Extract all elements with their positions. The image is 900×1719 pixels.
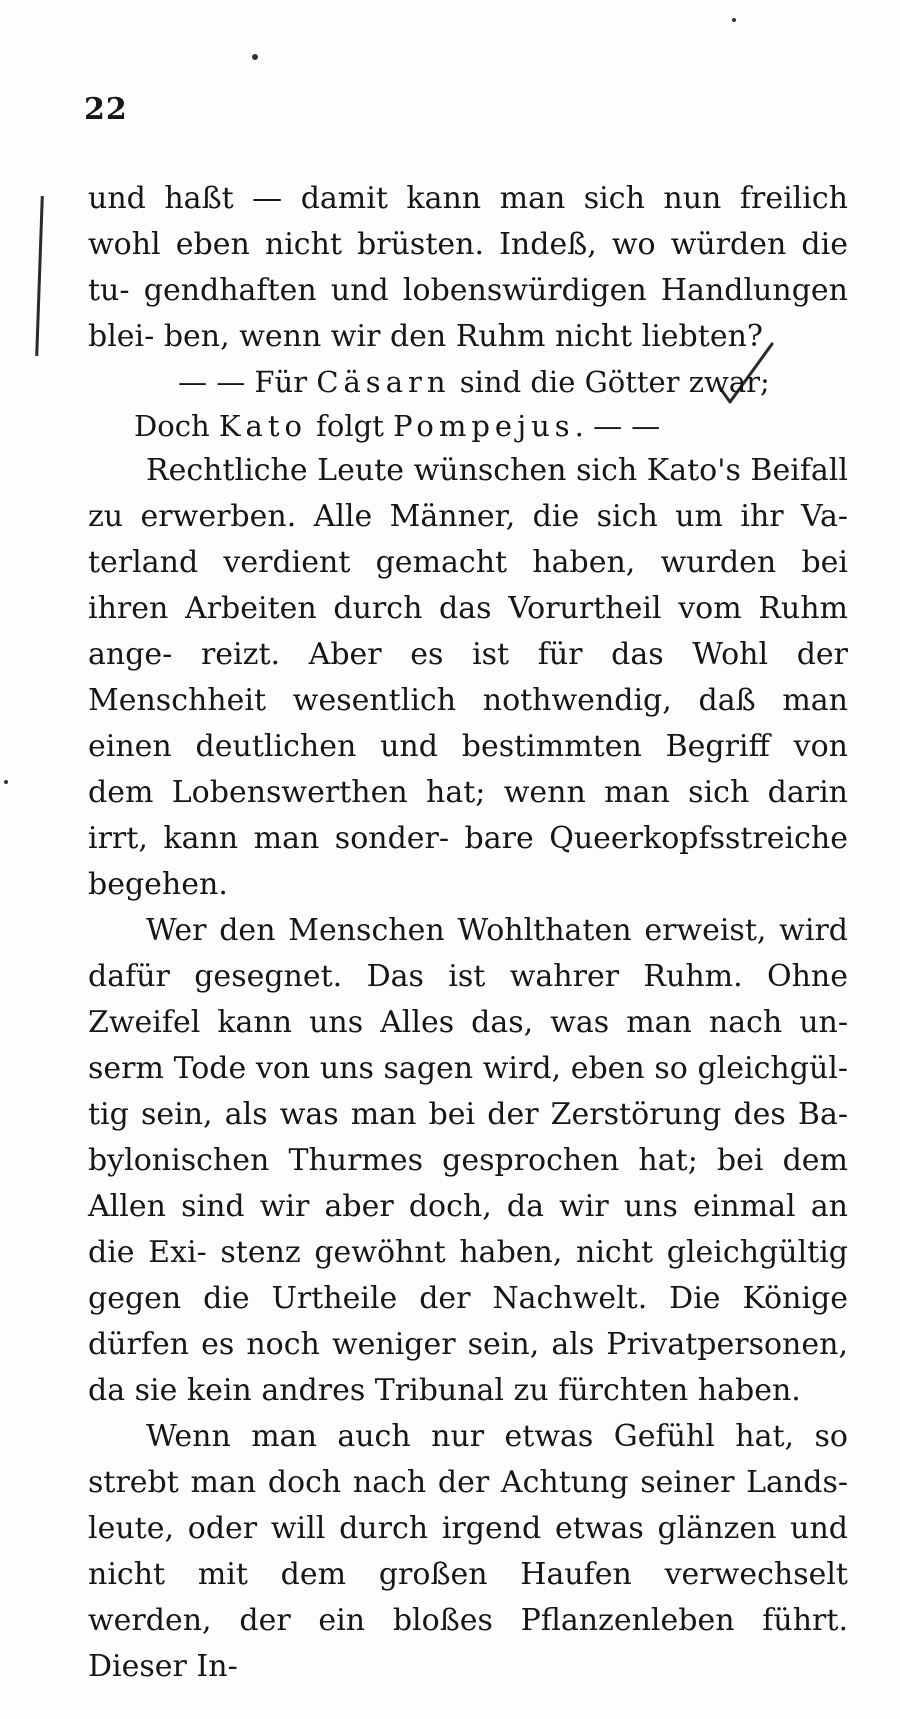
text-line: strebt man doch nach der Achtung seiner Lands- (88, 1465, 848, 1500)
paragraph-2 (88, 448, 848, 908)
page-number: 22 (84, 92, 128, 127)
text-line: sind wir aber doch, da wir uns einmal an die Exi- (88, 1189, 848, 1270)
margin-pencil-line (35, 196, 44, 356)
text-line: noch weniger sein, als Privatpersonen, da sie kein (88, 1327, 848, 1408)
text-line: bare Queerkopfsstreiche begehen. (88, 821, 848, 902)
text-line: Arbeiten durch das Vorurtheil vom Ruhm ange- (88, 591, 848, 672)
text-line: bylonischen Thurmes gesprochen hat; bei dem Allen (88, 1143, 848, 1224)
text-line: zu erwerben. Alle Männer, die sich um ihr Va- (88, 499, 848, 534)
text-line: dafür gesegnet. Das ist wahrer Ruhm. Ohne (88, 959, 848, 994)
text-line: Wenn man auch nur etwas Gefühl hat, so (146, 1419, 848, 1454)
paper-speck (252, 54, 258, 60)
text-line: nicht mit dem großen Haufen verwechselt werden, (88, 1557, 848, 1638)
quote-text: sind die Götter zwar; (450, 365, 770, 399)
text-line: der ein bloßes Pflanzenleben führt. Dieser In- (88, 1603, 848, 1684)
quote-name-kato: Kato (218, 409, 307, 443)
paragraph-4 (88, 1414, 848, 1690)
text-line: und haßt — damit kann man sich nun freilich wohl (88, 181, 848, 262)
text-line: tig sein, als was man bei der Zerstörung des Ba- (88, 1097, 848, 1132)
paper-speck (4, 780, 8, 784)
text-line: reizt. Aber es ist für das Wohl der Menschheit (88, 637, 848, 718)
text-line: Urtheile der Nachwelt. Die Könige dürfen es (88, 1281, 848, 1362)
text-line: andres Tribunal zu fürchten haben. (261, 1373, 801, 1408)
quote-name-pompejus: Pompejus (393, 409, 575, 443)
paragraph-3 (88, 908, 848, 1414)
text-line: wesentlich nothwendig, daß man einen deutlichen (88, 683, 848, 764)
text-line: leute, oder will durch irgend etwas glänzen und (88, 1511, 848, 1546)
text-line: und bestimmten Begriff von dem Lobenswerthen (88, 729, 848, 810)
quote-text: folgt (306, 409, 394, 443)
text-line: eben nicht brüsten. Indeß, wo würden die tu- (88, 227, 848, 308)
paper-speck (732, 18, 736, 22)
quote-text: — — Für (178, 365, 317, 399)
paragraph-1 (88, 176, 848, 360)
text-line: serm Tode von uns sagen wird, eben so gleichgül- (88, 1051, 848, 1086)
text-line: stenz gewöhnt haben, nicht gleichgültig gegen die (88, 1235, 848, 1316)
quote-name-caesar: Cäsarn (316, 365, 451, 399)
text-line: hat; wenn man sich darin irrt, kann man sonder- (88, 775, 848, 856)
verse-quote-line-2 (88, 404, 848, 448)
text-line: ben, wenn wir den Ruhm nicht liebten? (163, 319, 763, 354)
quote-text: . — — (574, 409, 661, 443)
text-line: terland verdient gemacht haben, wurden bei ihren (88, 545, 848, 626)
text-line: Rechtliche Leute wünschen sich Kato's Beifall (146, 453, 848, 488)
quote-text: Doch (134, 409, 219, 443)
verse-quote-line-1 (88, 360, 848, 404)
text-line: Zweifel kann uns Alles das, was man nach un- (88, 1005, 848, 1040)
text-line: Wer den Menschen Wohlthaten erweist, wird (146, 913, 848, 948)
text-line: gendhaften und lobenswürdigen Handlungen blei- (88, 273, 848, 354)
body-text (88, 176, 848, 1690)
